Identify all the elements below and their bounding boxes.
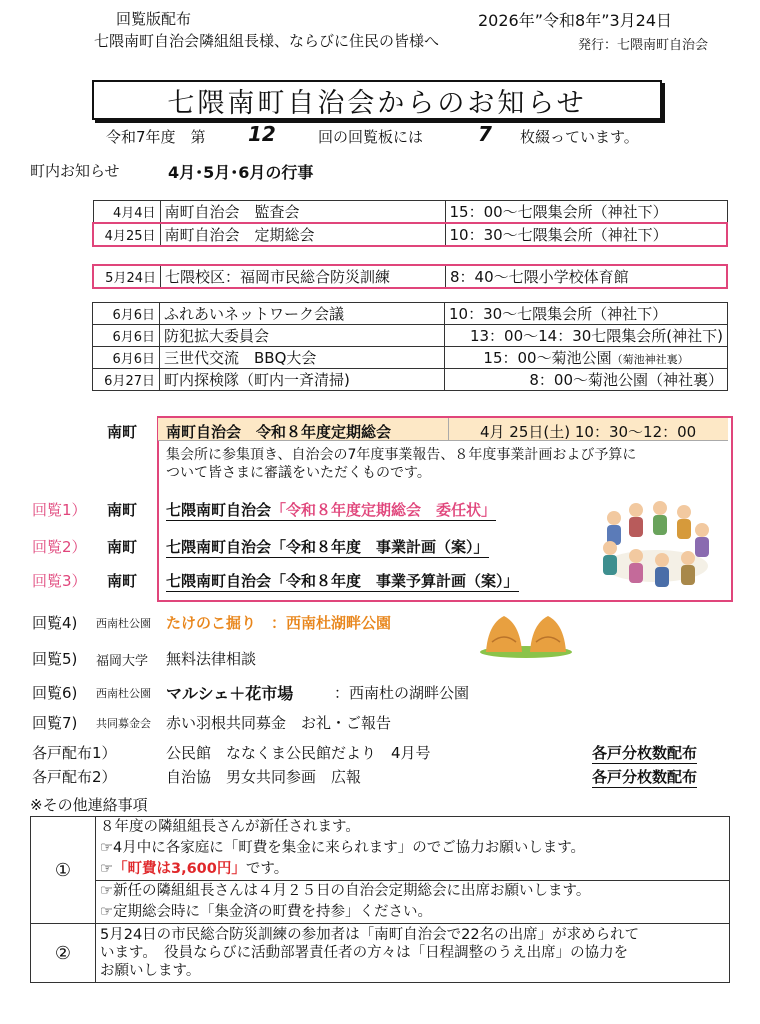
schedule-event: 七隈校区：福岡市民総合防災訓練 [161, 265, 446, 288]
schedule-detail: 15：00～菊池公園 [483, 349, 612, 367]
table-row [93, 369, 728, 391]
addressee: 七隈南町自治会隣組組長様、ならびに住民の皆様へ [94, 32, 440, 50]
circular-2-title [166, 536, 489, 558]
pointing-hand-icon: ☞ [100, 861, 113, 877]
schedule-event: 南町自治会 定期総会 [160, 223, 445, 246]
circular-4-source: 西南杜公園 [96, 617, 151, 630]
schedule-event: 防犯拡大委員会 [160, 325, 445, 347]
circular-1-area: 南町 [107, 501, 138, 519]
schedule-date: 5月24日 [93, 265, 161, 288]
schedule-date: 6月27日 [93, 369, 160, 391]
circular-6-item-extra: ：西南杜の湖畔公園 [334, 684, 470, 702]
schedule-detail-note: （菊池神社裏） [611, 353, 689, 366]
events-heading-months: 4月･5月･6月の行事 [168, 163, 314, 182]
door-2-note: 各戸分枚数配布 [592, 768, 698, 786]
circular-7-source: 共同募金会 [96, 717, 151, 730]
note-2-line-2: います。 役員ならびに活動部署責任者の方々は「日程調整のうえ出席」の協力を [100, 945, 629, 961]
bamboo-shoot-icon [478, 612, 574, 658]
door-1-item: 公民館 ななくま公民館だより 4月号 [166, 744, 431, 762]
schedule-event: 三世代交流 BBQ大会 [160, 347, 445, 369]
note-1-line-2: ☞4月中に各家庭に「町費を集金に来られます」のでご協力お願いします。 [100, 840, 586, 856]
circular-1-org: 七隈南町自治会 [166, 501, 272, 519]
circular-5-source: 福岡大学 [96, 654, 149, 669]
schedule-june [92, 302, 728, 391]
table-row [31, 817, 730, 924]
circular-2-area: 南町 [107, 538, 138, 556]
circular-1-title [166, 499, 496, 521]
door-1-no: 各戸配布1） [32, 744, 117, 762]
circular-4-no: 回覧4) [32, 614, 78, 632]
sheet-count: 7 [478, 122, 492, 146]
circular-5-item: 無料法律相談 [166, 650, 257, 668]
circular-6-source: 西南杜公園 [96, 687, 151, 700]
issue-middle: 回の回覧板には [318, 128, 424, 146]
circular-6-no: 回覧6) [32, 684, 78, 702]
circular-2-no: 回覧2） [32, 538, 87, 556]
table-row [93, 347, 728, 369]
general-meeting-datetime: 4月 25日(土) 10：30～12：00 [480, 423, 697, 441]
events-heading-label: 町内お知らせ [30, 162, 120, 180]
fee-highlight: 「町費は3,600円」 [113, 861, 246, 877]
schedule-detail: 10：30～七隈集会所（神社下） [445, 223, 727, 246]
circular-2-org: 七隈南町自治会 [166, 538, 272, 556]
general-meeting-description-2: ついて皆さまに審議をいただくものです。 [166, 465, 431, 481]
schedule-detail: 8：40～七隈小学校体育館 [446, 265, 728, 288]
page-title: 七隈南町自治会からのお知らせ [92, 80, 662, 120]
table-row [93, 265, 727, 288]
kairanban-label: 回覧版配布 [116, 10, 192, 28]
schedule-detail: 15：00～七隈集会所（神社下） [445, 201, 727, 224]
table-row [31, 924, 730, 983]
schedule-event: ふれあいネットワーク会議 [160, 303, 445, 325]
schedule-date: 4月4日 [93, 201, 160, 224]
note-2-line-3: お願いします。 [100, 963, 201, 979]
circular-6-item: マルシェ＋花市場 [166, 684, 294, 703]
issue-date: 2026年”令和8年”3月24日 [478, 11, 673, 30]
note-2-num: ② [31, 924, 96, 983]
circular-7-item: 赤い羽根共同募金 お礼・ご報告 [166, 714, 392, 732]
general-meeting-description-1: 集会所に参集頂き、自治会の7年度事業報告、８年度事業計画および予算に [166, 447, 637, 463]
table-row [93, 223, 727, 246]
schedule-date: 6月6日 [93, 303, 160, 325]
notes-heading: ※その他連絡事項 [30, 796, 148, 814]
circular-4-item: たけのこ掘り ：西南杜湖畔公園 [166, 614, 392, 632]
meeting-illustration [596, 496, 716, 592]
circular-3-title [166, 570, 519, 592]
general-meeting-title: 南町自治会 令和８年度定期総会 [166, 423, 392, 441]
note-2-line-1: 5月24日の市民総合防災訓練の参加者は「南町自治会で22名の出席」が求められて [100, 927, 640, 943]
circular-1-no: 回覧1） [32, 501, 87, 519]
schedule-date: 6月6日 [93, 347, 160, 369]
door-2-no: 各戸配布2） [32, 768, 117, 786]
schedule-event: 町内探検隊（町内一斉清掃) [160, 369, 445, 391]
schedule-date: 6月6日 [93, 325, 160, 347]
circular-2-doc: 「令和８年度 事業計画（案）」 [271, 538, 489, 556]
circular-7-no: 回覧7) [32, 714, 78, 732]
door-2-item: 自治協 男女共同参画 広報 [166, 768, 362, 786]
circular-3-org: 七隈南町自治会 [166, 572, 272, 590]
table-row [93, 303, 728, 325]
schedule-event: 南町自治会 監査会 [160, 201, 445, 224]
schedule-may [92, 264, 728, 289]
issue-number: 12 [248, 122, 276, 146]
issue-prefix: 令和7年度 第 [106, 128, 206, 146]
circular-1-doc: 「令和８年度定期総会 委任状」 [271, 501, 497, 519]
note-1-line-3 [96, 859, 729, 880]
issue-suffix: 枚綴っています。 [520, 128, 639, 146]
circular-3-area: 南町 [107, 572, 138, 590]
circular-3-no: 回覧3） [32, 572, 87, 590]
notes-table [30, 816, 730, 983]
note-1-line-4: ☞新任の隣組組長さんは４月２５日の自治会定期総会に出席お願いします。 [96, 880, 729, 902]
note-1-line-5: ☞定期総会時に「集金済の町費を持参」ください。 [100, 904, 432, 920]
schedule-detail: 8：00～菊池公園（神社裏） [445, 369, 728, 391]
schedule-date: 4月25日 [93, 223, 160, 246]
publisher: 発行：七隈南町自治会 [578, 38, 709, 53]
circular-5-no: 回覧5) [32, 650, 78, 668]
note-1-line-1: ８年度の隣組組長さんが新任されます。 [100, 819, 360, 835]
schedule-detail: 10：30～七隈集会所（神社下） [445, 303, 728, 325]
table-row [93, 201, 727, 224]
door-1-note: 各戸分枚数配布 [592, 744, 698, 762]
general-meeting-area: 南町 [107, 423, 138, 441]
schedule-detail: 13：00～14：30七隈集会所(神社下) [445, 325, 728, 347]
note-1-num: ① [31, 817, 96, 924]
fee-suffix: です。 [245, 861, 289, 877]
table-row [93, 325, 728, 347]
schedule-april [92, 200, 728, 247]
circular-3-doc: 「令和８年度 事業予算計画（案）」 [271, 572, 519, 590]
